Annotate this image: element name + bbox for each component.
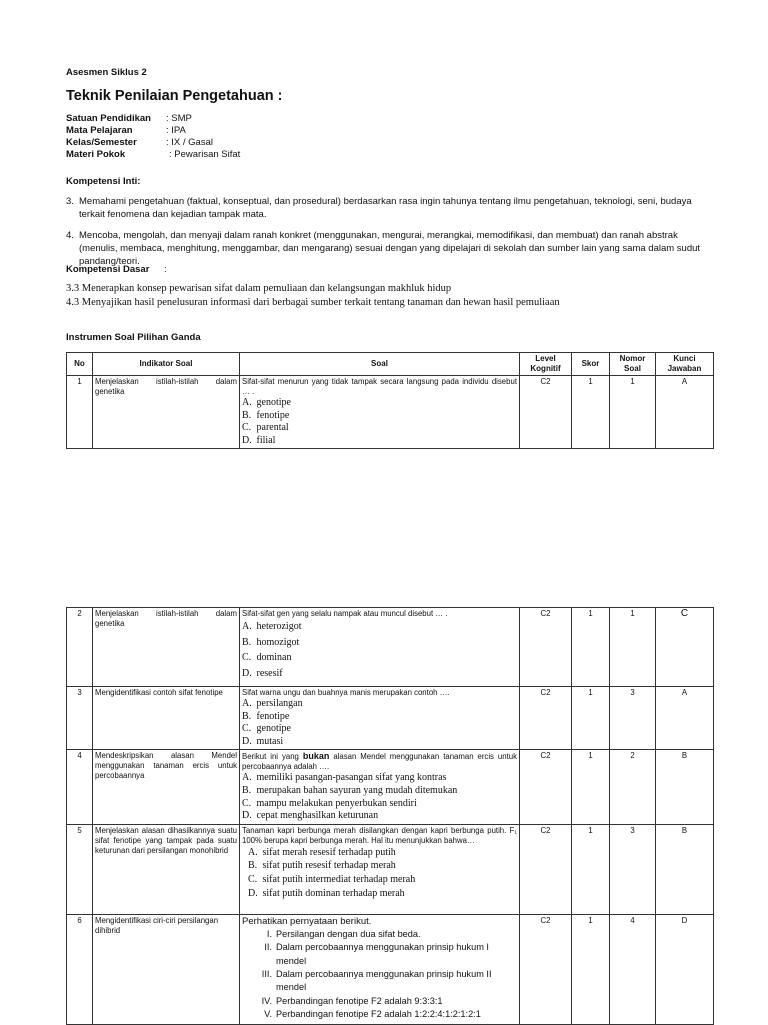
option: D. cepat menghasilkan keturunan bbox=[242, 810, 379, 822]
ki-item bbox=[66, 195, 716, 221]
row-no: 3 bbox=[67, 687, 93, 750]
table-row bbox=[67, 824, 714, 914]
option: A. persilangan bbox=[242, 698, 303, 709]
col-kunci: Kunci Jawaban bbox=[656, 353, 714, 376]
option: C. genotipe bbox=[242, 723, 291, 735]
meta-value: : IPA bbox=[166, 125, 186, 136]
row-level: C2 bbox=[520, 687, 572, 750]
statement: IV. Perbandingan fenotipe F2 adalah 9:3:3:1 bbox=[261, 995, 443, 1006]
question-text: Sifat-sifat gen yang selalu nampak atau muncul disebut … . bbox=[242, 609, 448, 618]
row-skor: 1 bbox=[572, 824, 610, 914]
question-emphasis: bukan bbox=[302, 751, 330, 762]
table-row bbox=[67, 914, 714, 1024]
row-level: C2 bbox=[520, 608, 572, 687]
option: D. sifat putih dominan terhadap merah bbox=[248, 887, 405, 899]
row-soal bbox=[240, 608, 520, 687]
option: B. sifat putih resesif terhadap merah bbox=[248, 860, 396, 872]
option: A. heterozigot bbox=[242, 621, 302, 632]
statement: I. Persilangan dengan dua sifat beda. bbox=[266, 928, 421, 939]
option: B. merupakan bahan sayuran yang mudah ditemukan bbox=[242, 784, 458, 796]
col-skor: Skor bbox=[572, 353, 610, 376]
row-skor: 1 bbox=[572, 376, 610, 449]
row-indikator: Mendeskripsikan alasan Mendel menggunakan tanaman ercis untuk percobaannya bbox=[93, 750, 240, 824]
table-header-row bbox=[67, 353, 714, 376]
row-nomor: 3 bbox=[610, 687, 656, 750]
ki-list bbox=[66, 195, 716, 221]
meta-key: Mata Pelajaran bbox=[66, 125, 133, 136]
row-skor: 1 bbox=[572, 687, 610, 750]
col-nomor: Nomor Soal bbox=[610, 353, 656, 376]
row-kunci: B bbox=[656, 824, 714, 914]
ki-text: Mencoba, mengolah, dan menyaji dalam ranah konkret (menggunakan, mengurai, merangkai, memodifikasi, dan membuat) dan ranah abstrak (menulis, membaca, menghitung, menggambar, dan mengarang) sesuai dengan yang dipelajari di sekolah dan sumber lain yang sama dalam sudut pandang/teori. bbox=[79, 230, 701, 267]
statement: III. Dalam percobaannya menggunakan prinsip hukum II bbox=[261, 968, 492, 979]
question-text: Berikut ini yang bukan alasan Mendel menggunakan tanaman ercis untuk percobaannya adalah …. bbox=[242, 751, 517, 772]
row-no: 1 bbox=[67, 376, 93, 449]
row-soal bbox=[240, 376, 520, 449]
option: C. sifat putih intermediat terhadap merah bbox=[248, 873, 416, 885]
statement: II. Dalam percobaannya menggunakan prinsip hukum I bbox=[264, 942, 489, 953]
option: A. genotipe bbox=[242, 397, 291, 408]
instrument-title: Instrumen Soal Pilihan Ganda bbox=[66, 332, 201, 343]
row-level: C2 bbox=[520, 824, 572, 914]
statement: V. Perbandingan fenotipe F2 adalah 1:2:2:4:1:2:1:2:1 bbox=[264, 1009, 481, 1020]
row-skor: 1 bbox=[572, 750, 610, 824]
row-level: C2 bbox=[520, 914, 572, 1024]
row-soal bbox=[240, 687, 520, 750]
row-kunci: B bbox=[656, 750, 714, 824]
statement-cont: mendel bbox=[276, 982, 307, 993]
meta-value: : IX / Gasal bbox=[166, 137, 213, 148]
question-text: Tanaman kapri berbunga merah disilangkan dengan kapri berbunga putih. F₁ 100% berupa kapri berbunga merah. Hal itu menunjukkan bahwa… bbox=[242, 825, 517, 845]
statement-cont: mendel bbox=[276, 955, 307, 966]
table-row bbox=[67, 376, 714, 449]
row-kunci: D bbox=[656, 914, 714, 1024]
row-nomor: 1 bbox=[610, 376, 656, 449]
row-no: 4 bbox=[67, 750, 93, 824]
col-no: No bbox=[67, 353, 93, 376]
option: D. filial bbox=[242, 434, 276, 446]
option: B. fenotipe bbox=[242, 710, 290, 722]
col-soal: Soal bbox=[240, 353, 520, 376]
option: B. homozigot bbox=[242, 636, 300, 648]
row-nomor: 3 bbox=[610, 824, 656, 914]
ki-num: 3. bbox=[66, 196, 74, 207]
row-indikator: Menjelaskan alasan dihasilkannya suatu sifat fenotipe yang tampak pada suatu keturunan dari persilangan monohibrid bbox=[93, 824, 240, 914]
option: C. parental bbox=[242, 422, 289, 434]
question-text: Sifat warna ungu dan buahnya manis merupakan contoh …. bbox=[242, 688, 450, 697]
meta-key: Satuan Pendidikan bbox=[66, 113, 151, 124]
option: A. sifat merah resesif terhadap putih bbox=[248, 846, 396, 858]
ki-text: Memahami pengetahuan (faktual, konseptual, dan prosedural) berdasarkan rasa ingin tahunya tentang ilmu pengetahuan, teknologi, seni, budaya terkait fenomena dan kejadian tampak mata. bbox=[79, 196, 692, 220]
row-indikator: Mengidentifikasi ciri-ciri persilangan dihibrid bbox=[93, 914, 240, 1024]
ki-heading: Kompetensi Inti: bbox=[66, 176, 141, 187]
row-no: 6 bbox=[67, 914, 93, 1024]
row-level: C2 bbox=[520, 750, 572, 824]
row-nomor: 1 bbox=[610, 608, 656, 687]
row-indikator: Menjelaskan istilah-istilah dalam genetika bbox=[93, 376, 240, 449]
kd-item: 4.3 Menyajikan hasil penelusuran informasi dari berbagai sumber terkait tentang tanaman dan hewan hasil pemuliaan bbox=[66, 297, 560, 308]
row-nomor: 4 bbox=[610, 914, 656, 1024]
question-text: Perhatikan pernyataan berikut. bbox=[242, 915, 372, 927]
option: A. memiliki pasangan-pasangan sifat yang kontras bbox=[242, 772, 447, 784]
row-skor: 1 bbox=[572, 608, 610, 687]
ki-num: 4. bbox=[66, 230, 74, 241]
row-soal bbox=[240, 750, 520, 824]
page-title: Teknik Penilaian Pengetahuan : bbox=[66, 88, 283, 104]
row-indikator: Menjelaskan istilah-istilah dalam genetika bbox=[93, 608, 240, 687]
kd-colon: : bbox=[164, 264, 167, 275]
option: C. dominan bbox=[242, 652, 292, 663]
row-soal bbox=[240, 824, 520, 914]
question-text: Sifat-sifat menurun yang tidak tampak secara langsung pada individu disebut … . bbox=[242, 377, 517, 396]
row-no: 2 bbox=[67, 608, 93, 687]
row-no: 5 bbox=[67, 824, 93, 914]
ki-item bbox=[66, 229, 716, 268]
question-table bbox=[66, 352, 714, 449]
meta-key: Materi Pokok bbox=[66, 149, 126, 160]
col-indikator: Indikator Soal bbox=[93, 353, 240, 376]
col-level: Level Kognitif bbox=[520, 353, 572, 376]
table-row bbox=[67, 608, 714, 687]
option: C. mampu melakukan penyerbukan sendiri bbox=[242, 797, 417, 809]
row-kunci: A bbox=[656, 376, 714, 449]
row-level: C2 bbox=[520, 376, 572, 449]
option: D. mutasi bbox=[242, 735, 284, 747]
ki-list bbox=[66, 229, 716, 268]
meta-value: : Pewarisan Sifat bbox=[169, 149, 241, 160]
row-soal bbox=[240, 914, 520, 1024]
option: B. fenotipe bbox=[242, 409, 290, 421]
question-table bbox=[66, 607, 714, 1025]
row-kunci: A bbox=[656, 687, 714, 750]
row-skor: 1 bbox=[572, 914, 610, 1024]
kd-item: 3.3 Menerapkan konsep pewarisan sifat dalam pemuliaan dan kelangsungan makhluk hidup bbox=[66, 283, 452, 294]
table-row bbox=[67, 687, 714, 750]
row-nomor: 2 bbox=[610, 750, 656, 824]
row-indikator: Mengidentifikasi contoh sifat fenotipe bbox=[93, 687, 240, 750]
option: D. resesif bbox=[242, 667, 283, 679]
meta-value: : SMP bbox=[166, 113, 192, 124]
meta-key: Kelas/Semester bbox=[66, 137, 137, 148]
kd-heading: Kompetensi Dasar bbox=[66, 264, 150, 275]
row-kunci: C bbox=[656, 608, 714, 687]
cycle-label: Asesmen Siklus 2 bbox=[66, 67, 147, 78]
table-row bbox=[67, 750, 714, 824]
